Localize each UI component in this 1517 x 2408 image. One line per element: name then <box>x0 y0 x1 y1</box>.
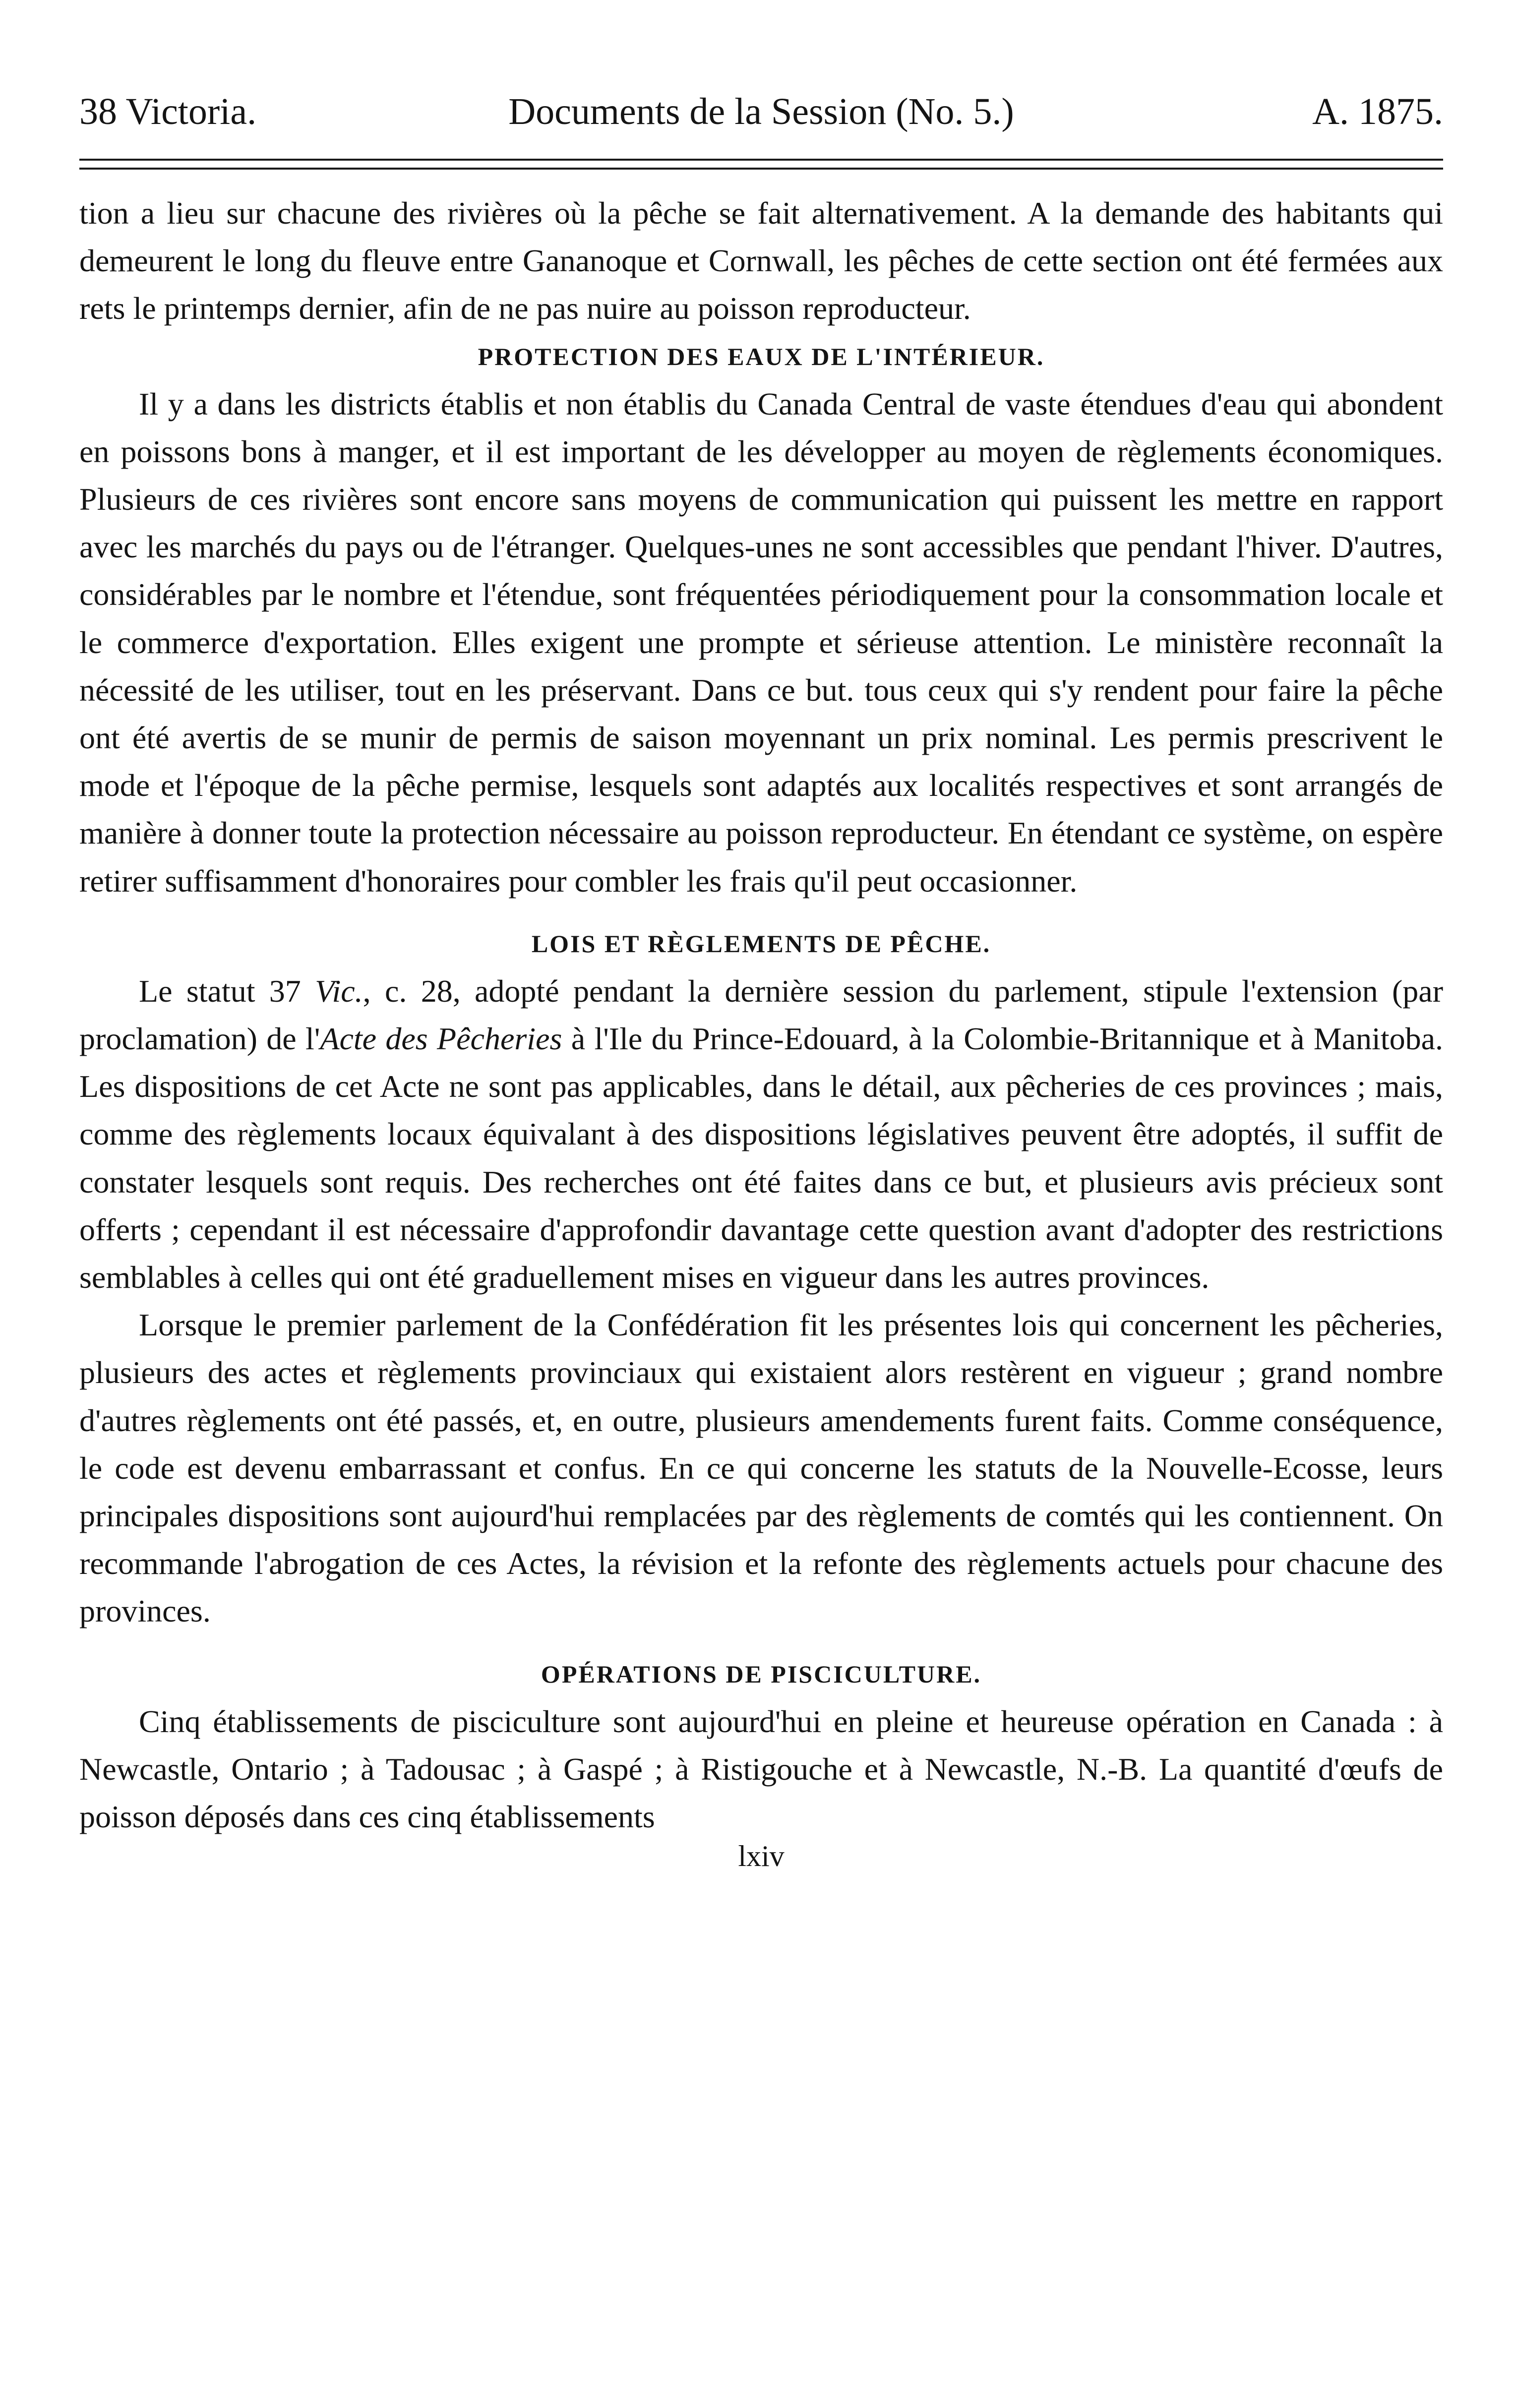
text-run-italic: Acte des Pêcheries <box>320 1021 562 1057</box>
section-heading-pisciculture: OPÉRATIONS DE PISCICULTURE. <box>541 1660 982 1688</box>
header-double-rule <box>79 159 1443 170</box>
section-heading-lois: LOIS ET RÈGLEMENTS DE PÊCHE. <box>531 929 991 958</box>
text-run: , c. 28, adopté pendant la dernière session du parlement, stipule l'extension (par proclamation) de l' <box>79 973 1443 1057</box>
paragraph-pisciculture: Cinq établissements de pisciculture sont aujourd'hui en pleine et heureuse opération en Canada : à Newcastle, Ontario ; à Tadousac ; à Gaspé ; à Ristigouche et à Newcastle, N.-B. La quantité d'œufs de poisson déposés dans ces cinq établissements <box>79 1703 1443 1835</box>
paragraph-continuation: tion a lieu sur chacune des rivières où la pêche se fait alternativement. A la demande des habitants qui demeurent le long du fleuve entre Gananoque et Cornwall, les pêches de cette section ont été fermées aux rets le printemps dernier, afin de ne pas nuire au poisson reproducteur. <box>79 195 1443 326</box>
paragraph-lois <box>79 967 1443 1301</box>
header-title: Documents de la Session (No. 5.) <box>508 91 1014 132</box>
section-heading-protection: PROTECTION DES EAUX DE L'INTÉRIEUR. <box>478 342 1045 370</box>
text-run-italic: Vic. <box>315 973 363 1009</box>
paragraph-protection: Il y a dans les districts établis et non établis du Canada Central de vaste étendues d'eau qui abondent en poissons bons à manger, et il est important de les développer au moyen de règlements économiques. Plusieurs de ces rivières sont encore sans moyens de communication qui puissent les mettre en rapport avec les marchés du pays ou de l'étranger. Quelques-unes ne sont accessibles que pendant l'hiver. D'autres, considérables par le nombre et l'étendue, sont fréquentées périodiquement pour la consommation locale et le commerce d'exportation. Elles exigent une prompte et sérieuse attention. Le ministère reconnaît la nécessité de les utiliser, tout en les préservant. Dans ce but. tous ceux qui s'y rendent pour faire la pêche ont été avertis de se munir de permis de saison moyennant un prix nominal. Les permis prescrivent le mode et l'époque de la pêche permise, lesquels sont adaptés aux localités respectives et sont arrangés de manière à donner toute la protection nécessaire au poisson reproducteur. En étendant ce système, on espère retirer suffisamment d'honoraires pour combler les frais qu'il peut occasionner. <box>79 386 1443 899</box>
page-folio: lxiv <box>738 1840 785 1873</box>
header-volume: 38 Victoria. <box>79 91 257 132</box>
document-body <box>79 189 1443 1873</box>
text-run: Le statut 37 <box>139 973 315 1009</box>
header-year: A. 1875. <box>1312 91 1443 132</box>
document-page <box>79 74 1443 1873</box>
paragraph-confederation: Lorsque le premier parlement de la Confédération fit les présentes lois qui concernent les pêcheries, plusieurs des actes et règlements provinciaux qui existaient alors restèrent en vigueur ; grand nombre d'autres règlements ont été passés, et, en outre, plusieurs amendements furent faits. Comme conséquence, le code est devenu embarrassant et confus. En ce qui concerne les statuts de la Nouvelle-Ecosse, leurs principales dispositions sont aujourd'hui remplacées par des règlements de comtés qui les contiennent. On recommande l'abrogation de ces Actes, la révision et la refonte des règlements actuels pour chacune des provinces. <box>79 1307 1443 1629</box>
running-header <box>79 74 1443 149</box>
text-run: à l'Ile du Prince-Edouard, à la Colombie-Britannique et à Manitoba. Les dispositions de cet Acte ne sont pas applicables, dans le détail, aux pêcheries de ces provinces ; mais, comme des règlements locaux équivalant à des dispositions législatives peuvent être adoptés, il suffit de constater lesquels sont requis. Des recherches ont été faites dans ce but, et plusieurs avis précieux sont offerts ; cependant il est nécessaire d'approfondir davantage cette question avant d'adopter des restrictions semblables à celles qui ont été graduellement mises en vigueur dans les autres provinces. <box>79 1021 1444 1295</box>
